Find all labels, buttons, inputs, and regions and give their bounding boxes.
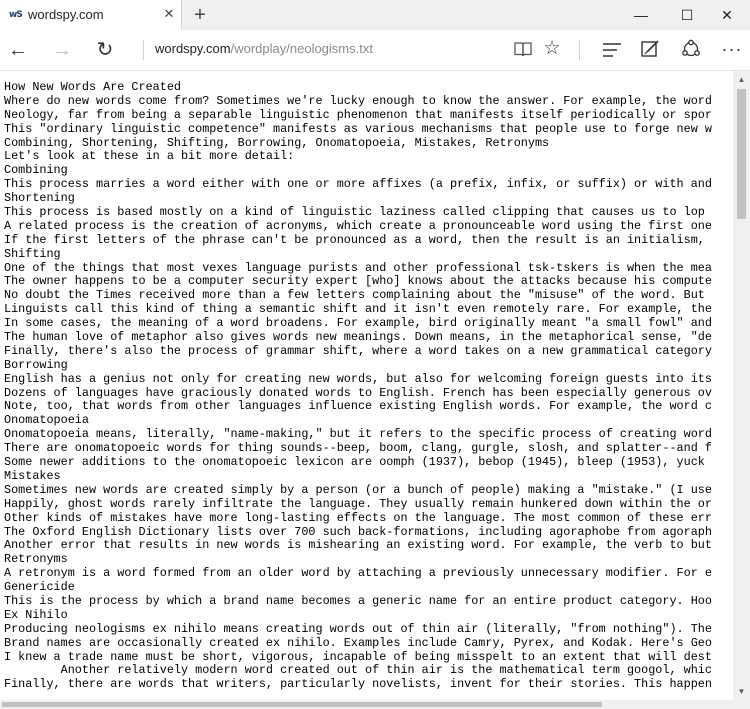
vertical-scroll-thumb[interactable] [737,89,746,219]
document-line: One of the things that most vexes language purists and other professional tsk-tskers is when the mea [4,260,712,275]
address-bar[interactable] [155,41,373,56]
document-line: The human love of metaphor also gives words new meanings. Down means, in the metaphorical sense, "de [4,330,712,345]
document-line: A related process is the creation of acronyms, which create a pronounceable word using the first one [4,218,712,233]
vertical-scrollbar[interactable] [733,71,750,700]
plain-text-document [4,81,712,692]
document-line: The Oxford English Dictionary lists over 700 such back-formations, including agoraphobe from agoraph [4,524,712,539]
document-line: Mistakes [4,468,61,483]
document-line: I knew a trade name must be short, vigorous, incapable of being misspelt to an extent that will dest [4,649,712,664]
document-line: Some newer additions to the onomatopoeic lexicon are oomph (1937), bebop (1945), bleep (1953), yuck [4,455,705,470]
document-line: Shifting [4,246,61,261]
document-line: Another relatively modern word created out of thin air is the mathematical term googol, whic [4,663,712,678]
more-actions-icon[interactable]: ··· [721,39,743,59]
document-line: How New Words Are Created [4,80,181,94]
forward-button[interactable]: → [52,39,72,61]
page-content [0,71,733,700]
share-icon[interactable] [680,38,702,60]
address-path: /wordplay/neologisms.txt [230,41,373,56]
favorite-star-icon[interactable]: ☆ [543,38,561,59]
close-window-button[interactable]: ✕ [721,7,733,23]
refresh-button[interactable]: ↻ [96,39,114,61]
document-line: Genericide [4,580,75,595]
document-line: Linguists call this kind of thing a semantic shift and it isn't even remotely rare. For example, the [4,302,712,317]
document-line: A retronym is a word formed from an older word by attaching a previously unnecessary modifier. For e [4,566,712,581]
document-line: Ex Nihilo [4,607,68,622]
document-line: Finally, there's also the process of grammar shift, where a word takes on a new grammatical category [4,343,712,358]
browser-tab[interactable] [0,0,182,30]
web-note-icon[interactable] [639,38,661,60]
document-line: In some cases, the meaning of a word broadens. For example, bird originally meant "a small fowl" and [4,316,712,331]
title-bar [0,0,750,31]
document-line: This "ordinary linguistic competence" manifests as various mechanisms that people use to forge new w [4,121,712,136]
document-line: Happily, ghost words rarely infiltrate the language. They usually remain hunkered down within the or [4,496,712,511]
minimize-button[interactable]: — [634,7,648,23]
horizontal-scrollbar[interactable] [0,700,750,709]
new-tab-button[interactable]: + [194,4,206,26]
horizontal-scroll-thumb[interactable] [2,702,602,707]
address-host: wordspy.com [155,41,231,56]
document-line: Retronyms [4,552,68,567]
address-separator [143,40,144,60]
document-line: Brand names are occasionally created ex nihilo. Examples include Camry, Pyrex, and Kodak. Here's Geo [4,635,712,650]
tab-title: wordspy.com [28,7,104,22]
navigation-bar [0,30,750,71]
document-line: Finally, there are words that writers, particularly novelists, invent for their stories. This happen [4,677,712,692]
tab-close-icon[interactable]: ✕ [163,6,175,21]
document-line: Neology, far from being a separable linguistic phenomenon that manifests itself periodically or spor [4,107,712,122]
document-line: Let's look at these in a bit more detail: [4,149,295,164]
document-line: No doubt the Times received more than a few letters complaining about the "misuse" of the word. But [4,288,705,303]
document-line: English has a genius not only for creating new words, but also for welcoming foreign guests into its [4,371,712,386]
document-line: If the first letters of the phrase can't be pronounced as a word, then the result is an initialism, [4,232,705,247]
document-line: Dozens of languages have graciously donated words to English. French has been especially generous ov [4,385,712,400]
wordspy-favicon-icon: wS [9,10,22,20]
document-line: Where do new words come from? Sometimes we're lucky enough to know the answer. For example, the word [4,93,712,108]
document-line: Note, too, that words from other languages influence existing English words. For example, the word c [4,399,712,414]
document-line: Another error that results in new words is mishearing an existing word. For example, the verb to but [4,538,712,553]
document-line: Onomatopoeia [4,413,89,428]
document-line: Sometimes new words are created simply by a person (or a bunch of people) making a "mistake." (I use [4,482,712,497]
document-line: This is the process by which a brand name becomes a generic name for an entire product category. Hoo [4,593,712,608]
scroll-down-arrow-icon[interactable]: ▼ [737,687,746,696]
scroll-up-arrow-icon[interactable]: ▲ [737,75,746,84]
document-line: Borrowing [4,357,68,372]
document-line: Producing neologisms ex nihilo means creating words out of thin air (literally, "from nothing"). The [4,621,712,636]
reading-view-icon[interactable] [512,38,534,60]
toolbar-separator [579,40,580,60]
maximize-button[interactable]: ☐ [680,7,694,23]
document-line: This process is based mostly on a kind of linguistic laziness called clipping that causes us to lop [4,205,705,220]
document-line: There are onomatopoeic words for thing sounds--beep, boom, clang, gurgle, slosh, and splatter--and f [4,441,712,456]
document-line: Other kinds of mistakes have more long-lasting effects on the language. The most common of these err [4,510,712,525]
document-line: This process marries a word either with one or more affixes (a prefix, infix, or suffix) or with and [4,177,712,192]
hub-icon[interactable] [601,39,623,61]
document-line: Combining [4,163,68,178]
document-line: Combining, Shortening, Shifting, Borrowing, Onomatopoeia, Mistakes, Retronyms [4,135,550,150]
back-button[interactable]: ← [8,39,28,61]
document-line: Onomatopoeia means, literally, "name-making," but it refers to the specific process of creating word [4,427,712,442]
document-line: Shortening [4,191,75,206]
document-line: The owner happens to be a computer security expert [who] knows about the attacks because his compute [4,274,712,289]
